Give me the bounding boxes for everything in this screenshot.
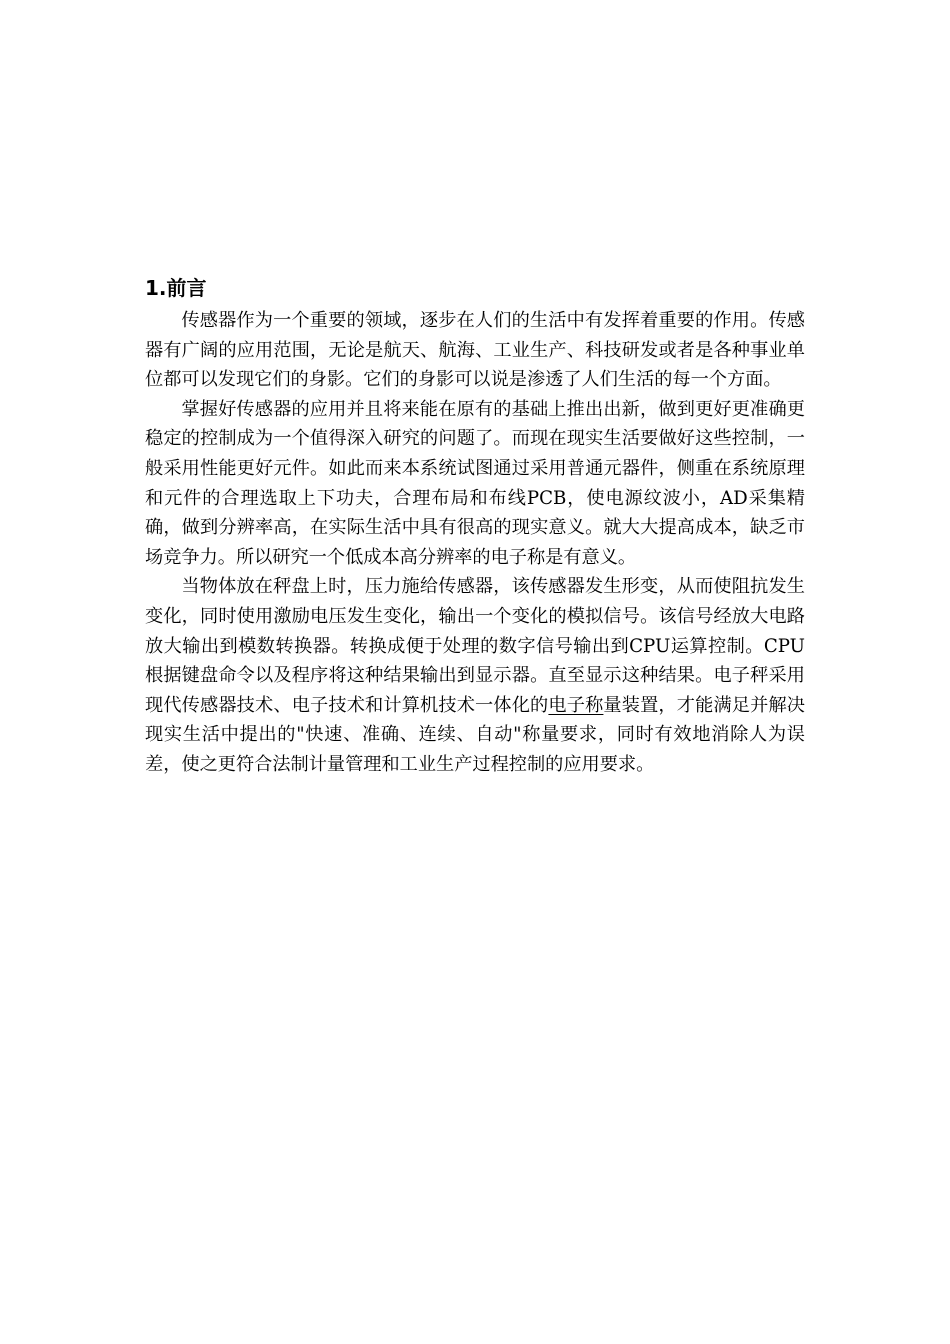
- section-number: 1.: [145, 276, 167, 300]
- paragraph-3-text-after: 量装置，才能满足并解决现实生活中提出的"快速、准确、连续、自动"称量要求，同时有效地消除人为误差，使之更符合法制计量管理和工业生产过程控制的应用要求。: [145, 694, 805, 775]
- document-body: [145, 272, 805, 780]
- paragraph-3-text-before: 当物体放在秤盘上时，压力施给传感器，该传感器发生形变，从而使阻抗发生变化，同时使用激励电压发生变化，输出一个变化的模拟信号。该信号经放大电路放大输出到模数转换器。转换成便于处理的数字信号输出到CPU运算控制。CPU根据键盘命令以及程序将这种结果输出到显示器。直至显示这种结果。电子秤采用现代传感器技术、电子技术和计算机技术一体化的: [145, 576, 805, 716]
- underlined-term: 电子称: [548, 694, 604, 716]
- paragraph-1: 传感器作为一个重要的领域，逐步在人们的生活中有发挥着重要的作用。传感器有广阔的应用范围，无论是航天、航海、工业生产、科技研发或者是各种事业单位都可以发现它们的身影。它们的身影可以说是渗透了人们生活的每一个方面。: [145, 310, 805, 391]
- section-heading: [145, 272, 805, 304]
- paragraph-3: [145, 572, 805, 779]
- paragraph-2: 掌握好传感器的应用并且将来能在原有的基础上推出出新，做到更好更准确更稳定的控制成为一个值得深入研究的问题了。而现在现实生活要做好这些控制，一般采用性能更好元件。如此而来本系统试图通过采用普通元器件，侧重在系统原理和元件的合理选取上下功夫，合理布局和布线PCB，使电源纹波小，AD采集精确，做到分辨率高，在实际生活中具有很高的现实意义。就大大提高成本，缺乏市场竞争力。所以研究一个低成本高分辨率的电子称是有意义。: [145, 398, 805, 568]
- section-title: 前言: [166, 276, 207, 300]
